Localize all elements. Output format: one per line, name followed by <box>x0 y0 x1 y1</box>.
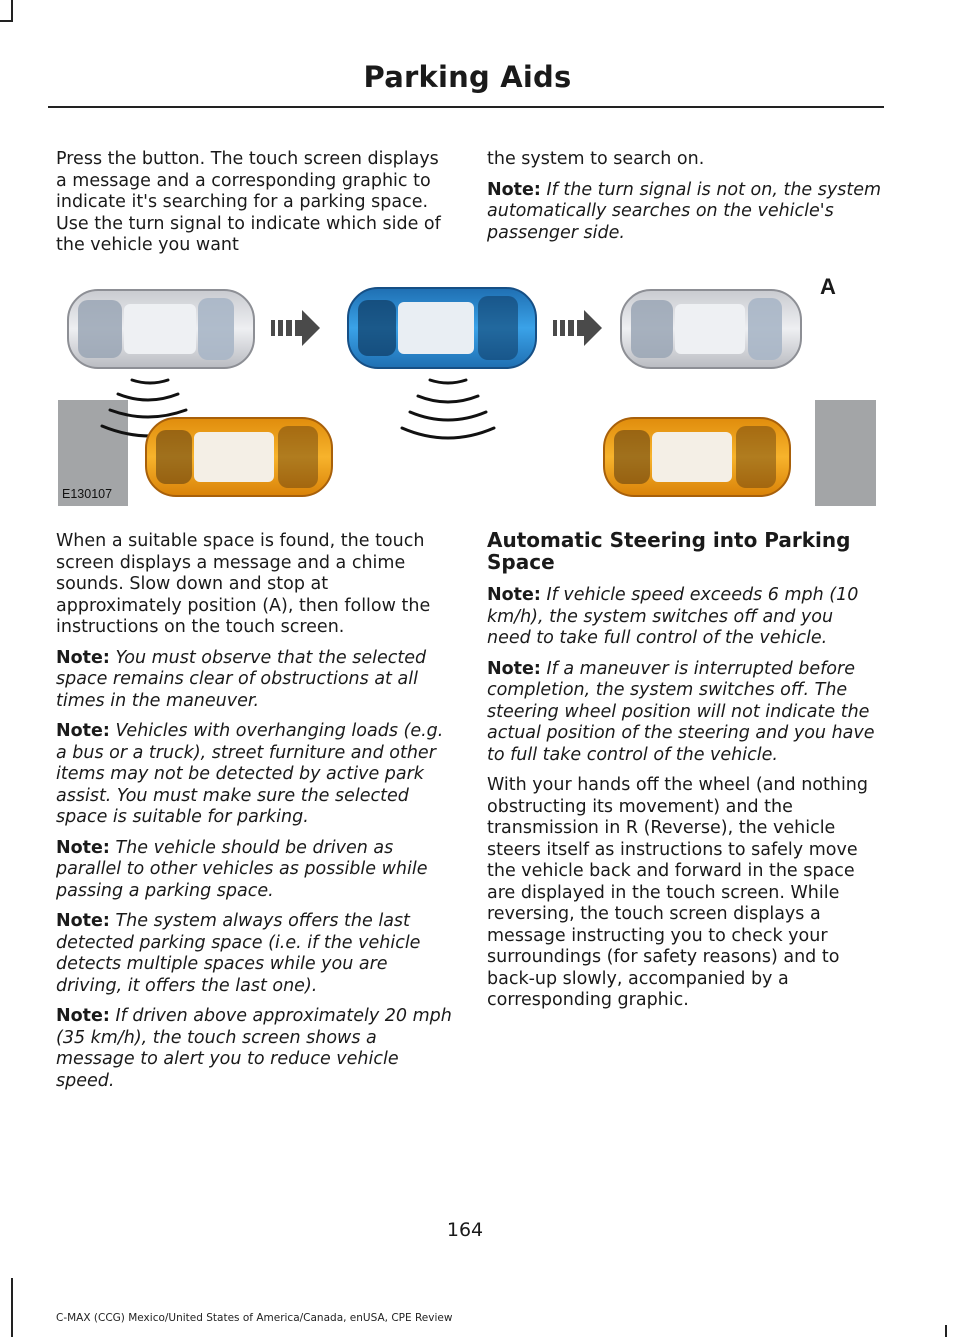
direction-arrow-2 <box>553 310 602 346</box>
note-label: Note: <box>56 721 110 741</box>
note-paragraph <box>487 585 881 650</box>
crop-mark-bottom-right-v <box>945 1325 947 1337</box>
note-text: The system always offers the last detected parking space (i.e. if the vehicle detects multiple spaces while you are driving, it offers the last one). <box>56 911 421 996</box>
note-text: If the turn signal is not on, the system automatically searches on the vehicle's passenger side. <box>487 179 882 243</box>
note-paragraph <box>56 721 452 829</box>
crop-mark-top-left-h <box>0 20 13 22</box>
main-right-column <box>487 529 881 1021</box>
section-heading: Automatic Steering into Parking Space <box>487 528 851 574</box>
searching-car-blue <box>348 288 536 368</box>
note-paragraph <box>56 911 452 997</box>
note-paragraph <box>56 648 452 713</box>
car-at-position-a <box>621 290 801 368</box>
main-left-column <box>56 531 452 1101</box>
parking-search-illustration <box>58 270 876 506</box>
footer-text: C-MAX (CCG) Mexico/United States of America/Canada, enUSA, CPE Review <box>56 1312 453 1324</box>
note-text: The vehicle should be driven as parallel to other vehicles as possible while passing a parking space. <box>56 837 428 901</box>
note-label: Note: <box>56 911 110 931</box>
direction-arrow-1 <box>271 310 320 346</box>
parked-car-left <box>68 290 254 368</box>
sensor-waves-center <box>402 380 494 438</box>
note-paragraph <box>487 659 881 767</box>
body-paragraph: When a suitable space is found, the touch screen displays a message and a chime sounds. Slow down and stop at approximately position (A), then follow the instructions on the touch screen. <box>56 531 431 637</box>
note-label: Note: <box>56 1006 110 1026</box>
body-paragraph: the system to search on. <box>487 149 705 169</box>
note-label: Note: <box>56 837 110 858</box>
crop-mark-top-left-v <box>11 0 13 22</box>
header-divider <box>48 106 884 108</box>
note-text: If vehicle speed exceeds 6 mph (10 km/h), the system switches off and you need to take full control of the vehicle. <box>487 585 859 648</box>
curb-right <box>815 400 876 506</box>
note-text: Vehicles with overhanging loads (e.g. a bus or a truck), street furniture and other items may not be detected by active park assist. You must make sure the selected space is suitable for parking. <box>56 721 444 827</box>
body-paragraph: Press the button. The touch screen displays a message and a corresponding graphic to indicate it's searching for a parking space. Use the turn signal to indicate which side of the vehicle you want <box>56 149 441 255</box>
note-label: Note: <box>487 585 541 605</box>
position-a-label: A <box>820 274 836 299</box>
page-title: Parking Aids <box>363 60 572 94</box>
intro-left-column <box>56 149 452 266</box>
parked-car-orange-right <box>604 418 790 496</box>
note-text: You must observe that the selected space remains clear of obstructions at all times in the maneuver. <box>56 647 427 711</box>
note-paragraph <box>56 838 452 903</box>
note-label: Note: <box>487 658 541 679</box>
note-label: Note: <box>56 647 110 668</box>
figure-code: E130107 <box>62 487 113 501</box>
note-text: If a maneuver is interrupted before completion, the system switches off. The steering wheel position will not indicate the actual position of the steering and you have to full take control of the vehicle. <box>487 658 875 765</box>
note-paragraph <box>487 180 883 245</box>
intro-right-column <box>487 149 883 253</box>
body-paragraph: With your hands off the wheel (and nothing obstructing its movement) and the transmission in R (Reverse), the vehicle steers itself as instructions to safely move the vehicle back and forward in the space are displayed in the touch screen. While reversing, the touch screen displays a message instructing you to check your surroundings (for safety reasons) and to back-up slowly, accompanied by a corresponding graphic. <box>487 775 869 1010</box>
parked-car-orange-left <box>146 418 332 496</box>
note-paragraph <box>56 1006 452 1092</box>
note-label: Note: <box>487 179 541 200</box>
page-number: 164 <box>446 1219 484 1241</box>
crop-mark-bottom-left-v <box>11 1278 13 1337</box>
note-text: If driven above approximately 20 mph (35 km/h), the touch screen shows a message to alert you to reduce vehicle speed. <box>56 1006 452 1091</box>
